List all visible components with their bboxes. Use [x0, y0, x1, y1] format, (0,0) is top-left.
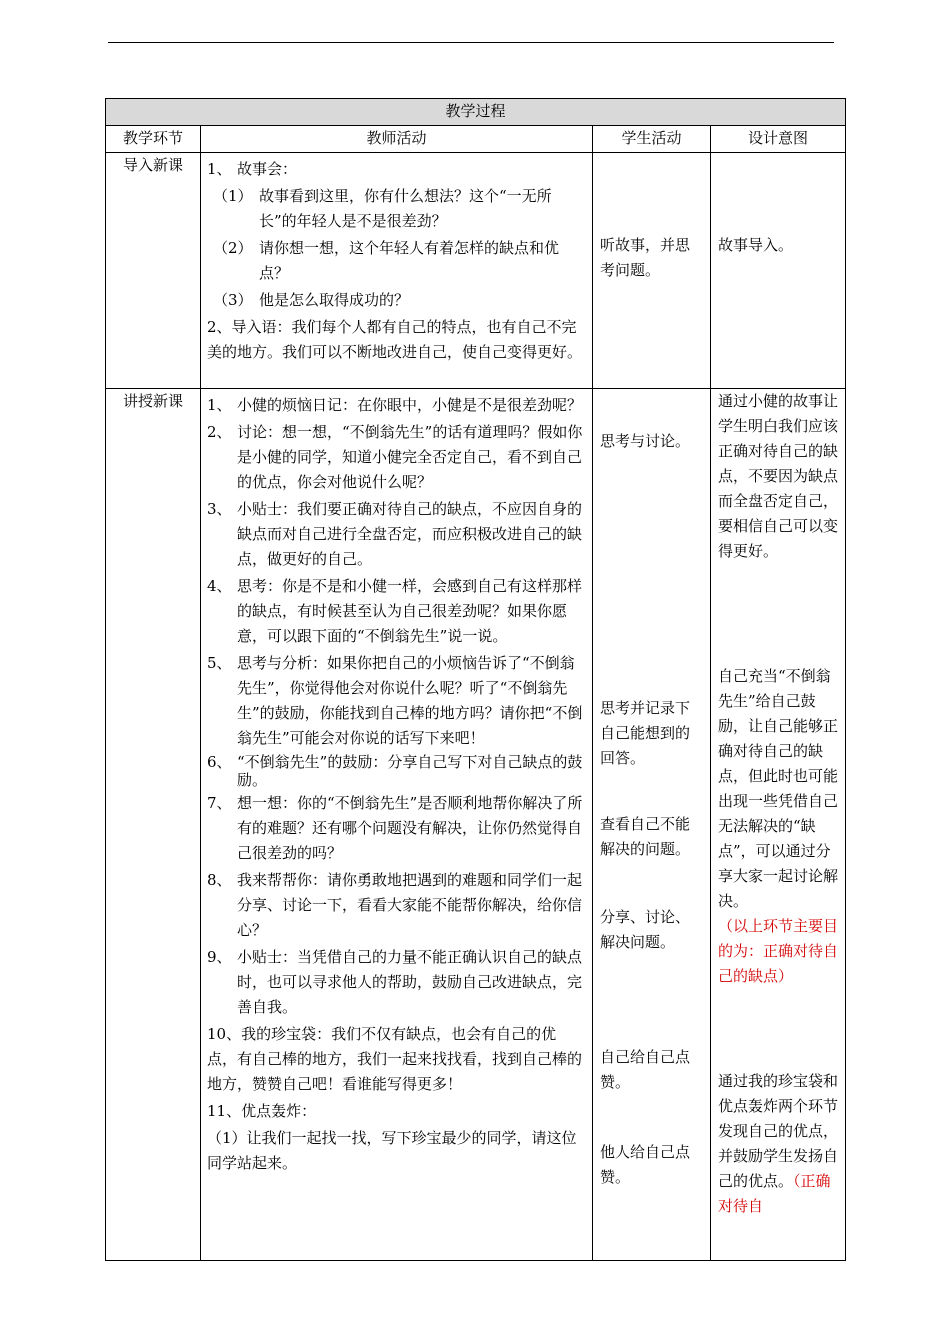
list-item: 1、 小健的烦恼日记：在你眼中，小健是不是很差劲呢？	[207, 396, 583, 414]
list-item: （1）让我们一起找一找，写下珍宝最少的同学，请这位同学站起来。	[207, 1129, 577, 1172]
student-activity-cell	[593, 153, 711, 389]
student-activity-text: 他人给自己点赞。	[600, 1143, 691, 1186]
header-stage: 教学环节	[106, 126, 201, 153]
list-item: 6、 “不倒翁先生”的鼓励：分享自己写下对自己缺点的鼓励。	[207, 753, 583, 789]
design-intent-cell	[711, 153, 846, 389]
header-student-activity: 学生活动	[593, 126, 711, 153]
list-item: 7、 想一想：你的“不倒翁先生”是否顺利地帮你解决了所有的难题？还有哪个问题没有解决，让你仍然觉得自己很差劲的吗？	[207, 794, 583, 862]
table-row	[106, 153, 846, 389]
list-item: （3） 他是怎么取得成功的？	[213, 291, 410, 309]
design-intent-text: 故事导入。	[718, 236, 794, 254]
header-design-intent: 设计意图	[711, 126, 846, 153]
list-item: 4、 思考：你是不是和小健一样，会感到自己有这样那样的缺点，有时候甚至认为自己很差劲呢？如果你愿意，可以跟下面的“不倒翁先生”说一说。	[207, 577, 583, 645]
list-item: （2） 请你想一想，这个年轻人有着怎样的缺点和优点？	[213, 239, 560, 282]
list-item: 1、 故事会：	[207, 160, 298, 178]
student-activity-cell	[593, 389, 711, 1261]
design-intent-text: 通过小健的故事让学生明白我们应该正确对待自己的缺点，不要因为缺点而全盘否定自己，要相信自己可以变得更好。	[718, 392, 839, 560]
teacher-activity-cell	[201, 389, 593, 1261]
student-activity-text: 分享、讨论、解决问题。	[600, 908, 691, 951]
design-intent-text: 通过我的珍宝袋和优点轰炸两个环节发现自己的优点，并鼓励学生发扬自己的优点。（正确对待自	[718, 1072, 839, 1215]
teaching-process-table	[105, 98, 846, 1261]
list-item: 2、导入语：我们每个人都有自己的特点，也有自己不完美的地方。我们可以不断地改进自己，使自己变得更好。	[207, 318, 583, 361]
student-activity-text: 查看自己不能解决的问题。	[600, 815, 691, 858]
design-intent-cell	[711, 389, 846, 1261]
design-intent-note: （以上环节主要目的为：正确对待自己的缺点）	[718, 917, 839, 985]
list-item: 11、优点轰炸：	[207, 1102, 317, 1120]
list-item: 3、 小贴士：我们要正确对待自己的缺点，不应因自身的缺点而对自己进行全盘否定，而应积极改进自己的缺点，做更好的自己。	[207, 500, 583, 568]
stage-cell: 导入新课	[106, 153, 201, 389]
header-rule	[108, 42, 834, 43]
list-item: 9、 小贴士：当凭借自己的力量不能正确认识自己的缺点时，也可以寻求他人的帮助，鼓励自己改进缺点，完善自我。	[207, 948, 583, 1016]
student-activity-text: 自己给自己点赞。	[600, 1048, 691, 1091]
student-activity-text: 思考与讨论。	[600, 432, 691, 450]
table-row	[106, 389, 846, 1261]
stage-cell: 讲授新课	[106, 389, 201, 1261]
header-teacher-activity: 教师活动	[201, 126, 593, 153]
teacher-activity-cell	[201, 153, 593, 389]
list-item: 5、 思考与分析：如果你把自己的小烦恼告诉了“不倒翁先生”，你觉得他会对你说什么呢？听了“不倒翁先生”的鼓励，你能找到自己棒的地方吗？请你把“不倒翁先生”可能会对你说的话写下来吧！	[207, 654, 583, 747]
list-item: （1） 故事看到这里，你有什么想法？这个“一无所长”的年轻人是不是很差劲？	[213, 187, 552, 230]
list-item: 8、 我来帮帮你：请你勇敢地把遇到的难题和同学们一起分享、讨论一下，看看大家能不能帮你解决，给你信心？	[207, 871, 583, 939]
student-activity-text: 听故事，并思考问题。	[600, 236, 691, 279]
table-title: 教学过程	[106, 99, 846, 126]
list-item: 10、我的珍宝袋：我们不仅有缺点，也会有自己的优点，有自己棒的地方，我们一起来找找看，找到自己棒的地方，赞赞自己吧！看谁能写得更多！	[207, 1025, 583, 1093]
student-activity-text: 思考并记录下自己能想到的回答。	[600, 699, 691, 767]
list-item: 2、 讨论：想一想，“不倒翁先生”的话有道理吗？假如你是小健的同学，知道小健完全否定自己，看不到自己的优点，你会对他说什么呢？	[207, 423, 583, 491]
design-intent-text: 自己充当“不倒翁先生”给自己鼓励，让自己能够正确对待自己的缺点，但此时也可能出现一些凭借自己无法解决的“缺点”，可以通过分享大家一起讨论解决。	[718, 667, 839, 910]
